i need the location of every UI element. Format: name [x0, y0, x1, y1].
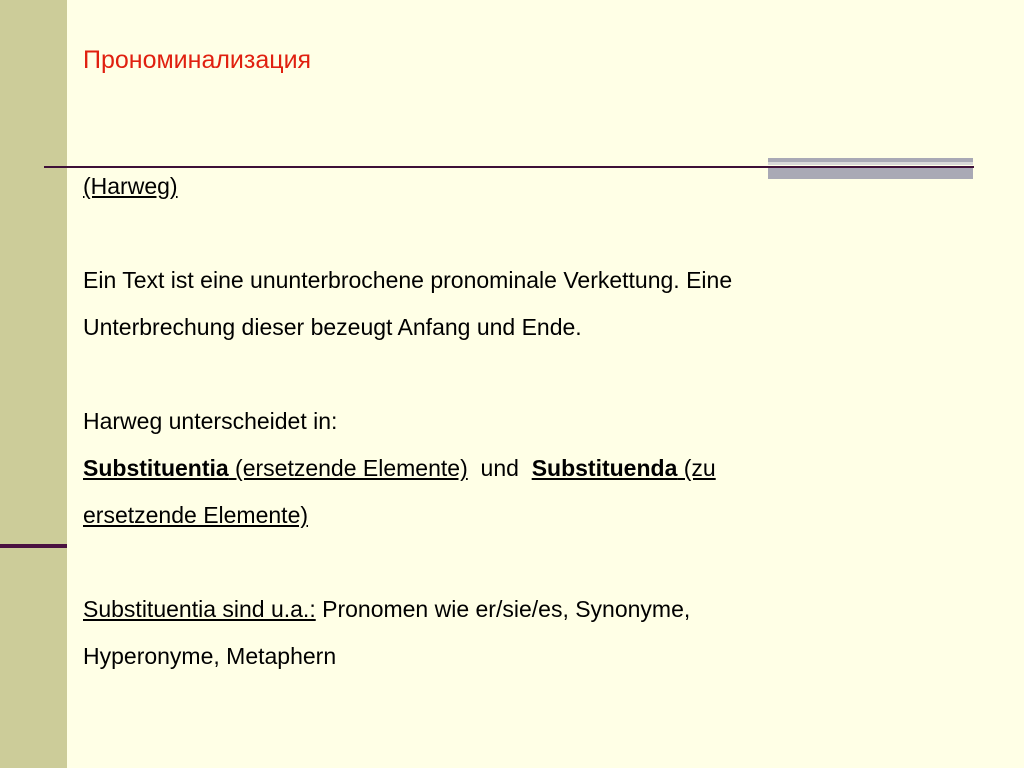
connector-text: und — [467, 455, 532, 481]
spacer — [83, 351, 963, 398]
left-bar-accent-line — [0, 544, 67, 548]
substituenda-label: Substituenda — [531, 455, 678, 481]
spacer — [83, 539, 963, 586]
definition-line-2: Unterbrechung dieser bezeugt Anfang und Ende. — [83, 314, 582, 340]
definition-line-1: Ein Text ist eine ununterbrochene pronominale Verkettung. Eine — [83, 267, 733, 293]
slide-body — [83, 163, 963, 680]
left-decorative-bar — [0, 0, 67, 768]
attribution-text: (Harweg) — [83, 173, 178, 199]
substituentia-label: Substituentia — [83, 455, 229, 481]
substituenda-term — [532, 455, 716, 481]
distinction-terms-line-2 — [83, 492, 963, 539]
examples-text-a: Pronomen wie er/sie/es, Synonyme, — [315, 596, 691, 622]
examples-line-2: Hyperonyme, Metaphern — [83, 643, 337, 669]
substituenda-gloss-part-b: ersetzende Elemente) — [83, 502, 309, 528]
examples-label: Substituentia sind u.a.: — [83, 596, 316, 622]
substituenda-gloss-part-a: (zu — [677, 455, 716, 481]
substituentia-gloss: (ersetzende Elemente) — [228, 455, 468, 481]
slide-title: Прономинализация — [83, 46, 312, 74]
examples-line-1 — [83, 586, 963, 633]
substituentia-term — [83, 455, 468, 481]
distinction-terms-line — [83, 445, 963, 492]
distinction-intro: Harweg unterscheidet in: — [83, 408, 338, 434]
spacer — [83, 210, 963, 257]
attribution-line — [83, 163, 963, 210]
